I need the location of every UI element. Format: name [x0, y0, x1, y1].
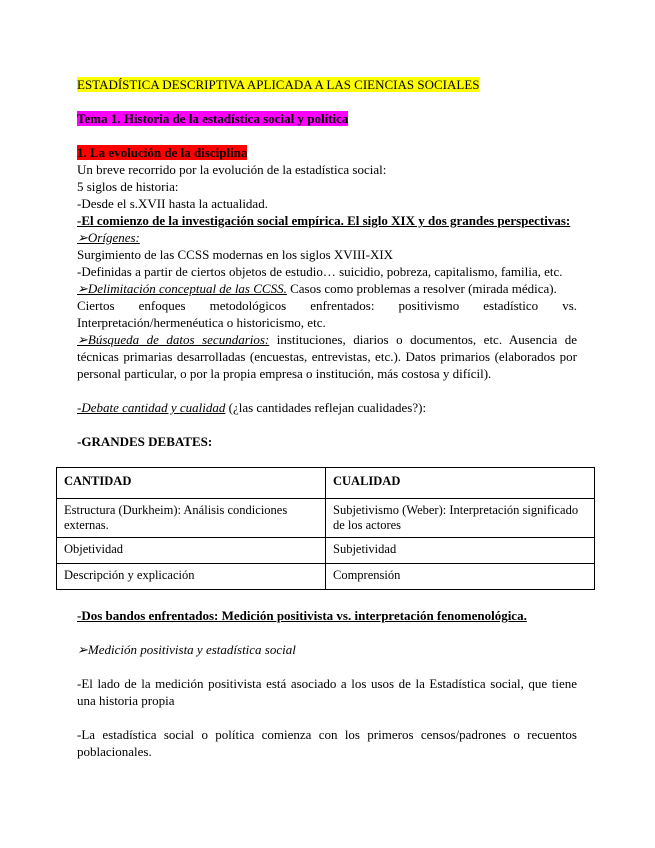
- medicion-subheading: ➢Medición positivista y estadística social: [77, 642, 296, 657]
- table-row: [57, 538, 595, 564]
- intro-line: -Desde el s.XVII hasta la actualidad.: [77, 196, 268, 211]
- table-cell: Descripción y explicación: [57, 564, 326, 590]
- table-cell: Objetividad: [57, 538, 326, 564]
- table-row: [57, 564, 595, 590]
- origenes-label: ➢Orígenes:: [77, 230, 140, 245]
- delimitacion-line: ➢Delimitación conceptual de las CCSS. Casos como problemas a resolver (mirada médica).: [77, 281, 557, 296]
- table-header-cell: CUALIDAD: [326, 468, 595, 499]
- debates-table: [56, 467, 595, 590]
- tema-heading: Tema 1. Historia de la estadística social y política: [77, 111, 349, 126]
- origenes-line: -Definidas a partir de ciertos objetos de estudio… suicidio, pobreza, capitalismo, familia, etc.: [77, 264, 563, 279]
- debate-line: -Debate cantidad y cualidad (¿las cantidades reflejan cualidades?):: [77, 400, 427, 415]
- document-body: [77, 76, 577, 450]
- table-header-row: [57, 468, 595, 499]
- bandos-heading: -Dos bandos enfrentados: Medición positivista vs. interpretación fenomenológica.: [77, 608, 527, 623]
- table-row: [57, 499, 595, 538]
- paragraph: -El lado de la medición positivista está asociado a los usos de la Estadística social, que tiene una historia propia: [77, 676, 577, 708]
- after-table-body: [77, 607, 577, 760]
- table-cell: Subjetivismo (Weber): Interpretación significado de los actores: [326, 499, 595, 538]
- document-title: ESTADÍSTICA DESCRIPTIVA APLICADA A LAS CIENCIAS SOCIALES: [77, 77, 480, 92]
- table-cell: Subjetividad: [326, 538, 595, 564]
- intro-line: Un breve recorrido por la evolución de la estadística social:: [77, 162, 387, 177]
- table-cell: Comprensión: [326, 564, 595, 590]
- table-header-cell: CANTIDAD: [57, 468, 326, 499]
- origenes-line: Surgimiento de las CCSS modernas en los siglos XVIII-XIX: [77, 247, 394, 262]
- busqueda-paragraph: ➢Búsqueda de datos secundarios: instituciones, diarios o documentos, etc. Ausencia de técnicas primarias desarrolladas (encuestas, entrevistas, etc.). Datos primarios (elaborados por personal particular, o por la propia empresa o institución, más costosa y difícil).: [77, 332, 578, 381]
- section-heading: 1. La evolución de la disciplina: [77, 145, 248, 160]
- enfoques-paragraph: Ciertos enfoques metodológicos enfrentados: positivismo estadístico vs. Interpretación/hermenéutica o historicismo, etc.: [77, 298, 577, 330]
- intro-line: 5 siglos de historia:: [77, 179, 179, 194]
- grandes-debates-heading: -GRANDES DEBATES:: [77, 434, 213, 449]
- paragraph: -La estadística social o política comienza con los primeros censos/padrones o recuentos poblacionales.: [77, 727, 577, 759]
- subheading-xix: -El comienzo de la investigación social empírica. El siglo XIX y dos grandes perspectivas:: [77, 213, 571, 228]
- table-cell: Estructura (Durkheim): Análisis condiciones externas.: [57, 499, 326, 538]
